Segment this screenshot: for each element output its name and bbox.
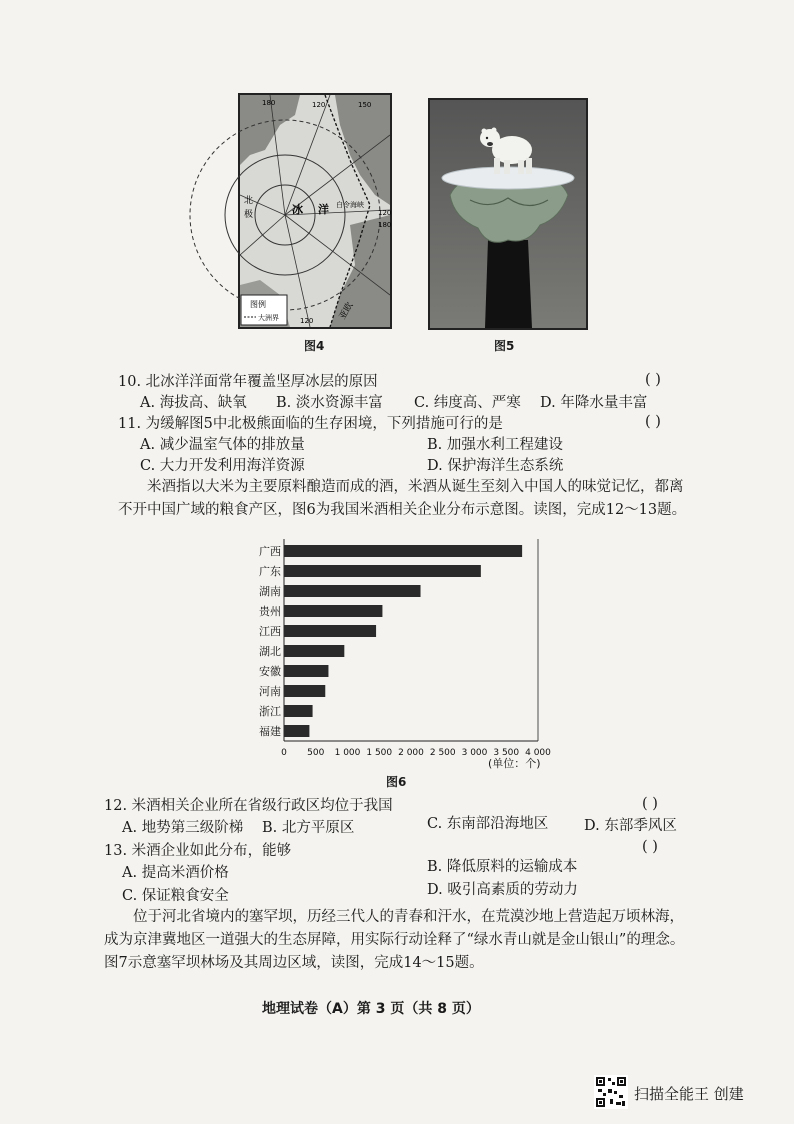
map-label-lon120-bottom: 120 — [300, 317, 314, 325]
legend-item: 大洲界 — [258, 314, 279, 322]
chart-bar — [284, 665, 328, 677]
chart-x-tick-label: 500 — [307, 748, 325, 758]
map-label-eurasia: 亚欧 — [337, 300, 356, 322]
question-10-option-d[interactable]: D. 年降水量丰富 — [540, 395, 648, 411]
chart-x-tick-label: 3 000 — [461, 748, 488, 758]
map-label-lon120-right: 120 — [378, 209, 392, 217]
chart-bar — [284, 705, 313, 717]
chart-category-label: 江西 — [259, 625, 281, 638]
chart-bar — [284, 625, 376, 637]
chart-x-tick-label: 1 500 — [366, 748, 393, 758]
chart-bar — [284, 725, 309, 737]
chart-bar — [284, 605, 382, 617]
question-13-option-a[interactable]: A. 提高米酒价格 — [122, 865, 229, 881]
chart-category-label: 广西 — [259, 545, 281, 558]
chart-category-label: 浙江 — [259, 705, 281, 718]
map-label-pole: 极 — [244, 210, 254, 220]
chart-category-label: 河南 — [259, 685, 281, 698]
question-11-option-a[interactable]: A. 减少温室气体的排放量 — [140, 437, 305, 453]
question-11-option-c[interactable]: C. 大力开发利用海洋资源 — [140, 458, 305, 474]
map-label-lon180b: 180 — [378, 221, 392, 229]
question-13-bracket[interactable]: ( ) — [642, 839, 658, 855]
chart-bar — [284, 545, 522, 557]
figure-5-image — [428, 98, 588, 330]
intro-paragraph-saihanba: 位于河北省境内的塞罕坝，历经三代人的青春和汗水，在荒漠沙地上营造起万顷林海，成为京津冀地区一道强大的生态屏障，用实际行动诠释了“绿水青山就是金山银山”的理念。图7示意塞罕坝林场及其周边区域，读图，完成14～15题。 — [104, 909, 685, 971]
chart-bar — [284, 685, 325, 697]
intro-paragraph-rice-wine: 米酒指以大米为主要原料酿造而成的酒，米酒从诞生至刻入中国人的味觉记忆，都离不开中国广域的粮食产区，图6为我国米酒相关企业分布示意图。读图，完成12～13题。 — [118, 479, 687, 518]
chart-bar — [284, 645, 344, 657]
question-11-option-b[interactable]: B. 加强水利工程建设 — [427, 437, 563, 453]
question-10-option-c[interactable]: C. 纬度高、严寒 — [414, 395, 521, 411]
chart-x-tick-label: 3 500 — [493, 748, 520, 758]
arctic-map-svg — [240, 95, 390, 327]
question-12-stem: 12. 米酒相关企业所在省级行政区均位于我国 — [104, 798, 393, 814]
chart-x-tick-label: 0 — [281, 748, 287, 758]
question-12-option-d[interactable]: D. 东部季风区 — [584, 818, 677, 834]
question-11-bracket[interactable]: ( ) — [645, 414, 661, 430]
page-footer: 地理试卷（A）第 3 页（共 8 页） — [262, 1001, 480, 1017]
chart-bar — [284, 585, 421, 597]
question-12-option-a[interactable]: A. 地势第三级阶梯 — [122, 820, 244, 836]
figure-5-caption: 图5 — [494, 339, 515, 353]
map-label-bing: 冰 — [292, 203, 303, 216]
question-13-stem: 13. 米酒企业如此分布，能够 — [104, 843, 292, 859]
question-10-bracket[interactable]: ( ) — [645, 372, 661, 388]
chart-category-label: 福建 — [259, 725, 281, 738]
chart-unit-label: (单位：个) — [488, 757, 541, 770]
chart-category-label: 湖北 — [259, 645, 281, 658]
map-label-lon150: 150 — [358, 101, 372, 109]
chart-x-tick-label: 2 000 — [398, 748, 424, 758]
polar-bear-illustration — [430, 100, 586, 328]
chart-category-label: 广东 — [259, 565, 281, 578]
map-label-yang: 洋 — [318, 203, 329, 216]
chart-bar — [284, 565, 481, 577]
question-10-option-b[interactable]: B. 淡水资源丰富 — [276, 395, 383, 411]
figure-4-map — [238, 93, 392, 329]
qr-code-icon — [594, 1075, 628, 1109]
map-label-lon180: 180 — [262, 99, 276, 107]
chart-x-tick-label: 1 000 — [334, 748, 361, 758]
chart-x-tick-label: 2 500 — [429, 748, 456, 758]
question-12-option-b[interactable]: B. 北方平原区 — [262, 820, 355, 836]
question-11-stem: 11. 为缓解图5中北极熊面临的生存困境，下列措施可行的是 — [118, 416, 503, 432]
figure-4-caption: 图4 — [304, 339, 325, 353]
question-13-option-d[interactable]: D. 吸引高素质的劳动力 — [427, 882, 578, 898]
question-10-option-a[interactable]: A. 海拔高、缺氧 — [140, 395, 247, 411]
map-label-strait: 白令海峡 — [336, 201, 364, 209]
chart-category-label: 贵州 — [259, 605, 281, 618]
figure-6-caption: 图6 — [386, 775, 407, 789]
map-label-lon120-top: 120 — [312, 101, 326, 109]
figure-6-bar-chart — [250, 535, 550, 771]
question-12-option-c[interactable]: C. 东南部沿海地区 — [427, 816, 549, 832]
legend-title: 图例 — [250, 300, 266, 309]
question-11-option-d[interactable]: D. 保护海洋生态系统 — [427, 458, 564, 474]
question-10-stem: 10. 北冰洋洋面常年覆盖坚厚冰层的原因 — [118, 374, 378, 390]
scanner-brand-text: 扫描全能王 创建 — [634, 1085, 744, 1103]
question-12-bracket[interactable]: ( ) — [642, 796, 658, 812]
question-13-option-b[interactable]: B. 降低原料的运输成本 — [427, 859, 578, 875]
chart-category-label: 安徽 — [259, 665, 281, 678]
question-13-option-c[interactable]: C. 保证粮食安全 — [122, 888, 229, 904]
chart-x-tick-label: 4 000 — [525, 748, 551, 758]
chart-category-label: 湖南 — [259, 585, 281, 598]
map-label-north: 北 — [244, 196, 254, 206]
